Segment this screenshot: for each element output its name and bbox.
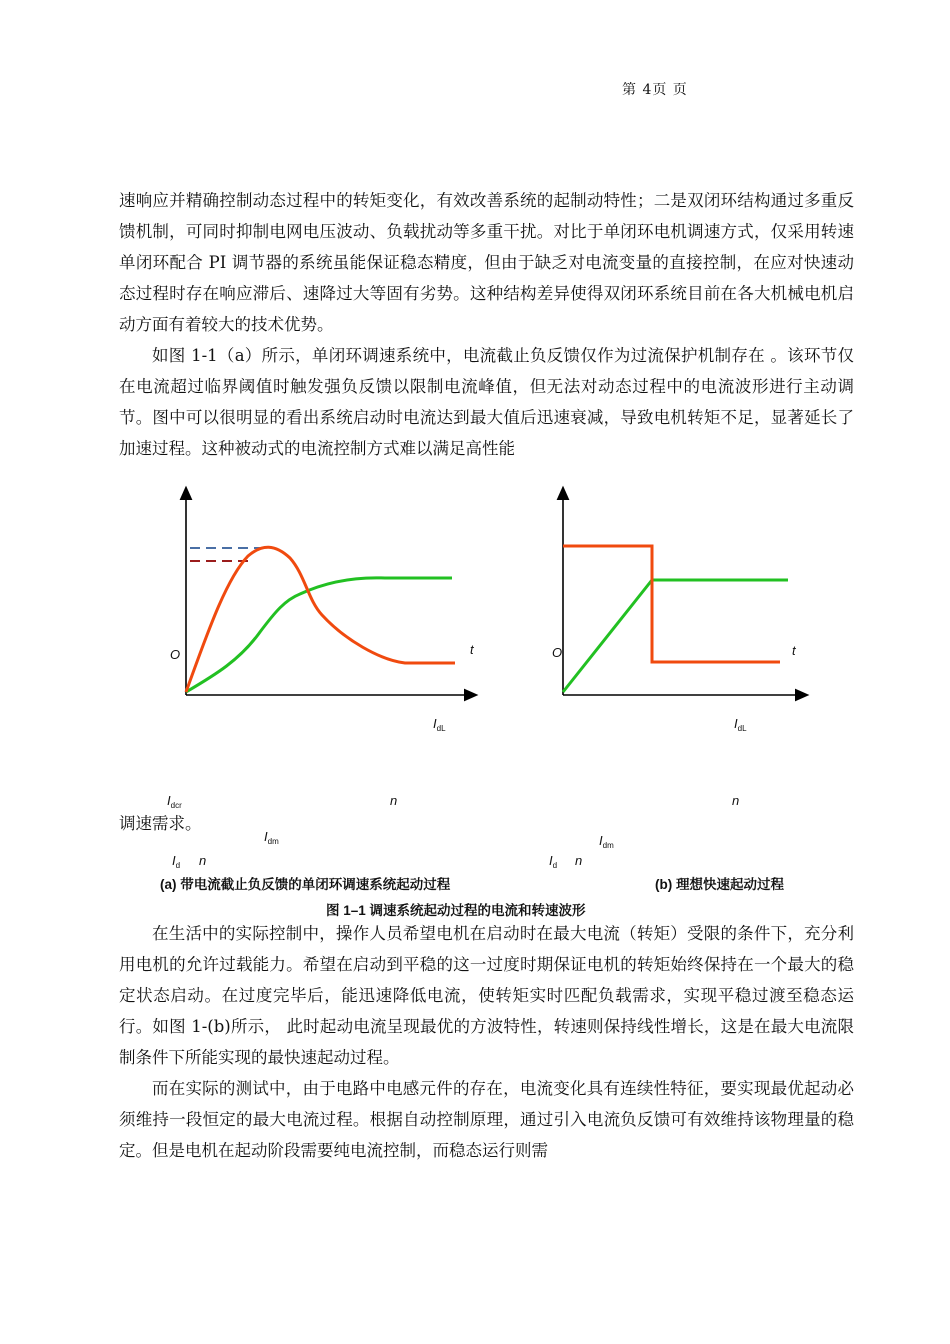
- orphan-line: 调速需求。: [119, 814, 202, 833]
- right-n-label: n: [732, 793, 740, 808]
- left-n-label: n: [390, 793, 398, 808]
- left-origin-label: O: [170, 647, 181, 662]
- left-current-curve: [186, 547, 455, 692]
- paragraph: 而在实际的测试中，由于电路中电感元件的存在，电流变化具有连续性特征，要实现最优起动必须维持一段恒定的最大电流过程。根据自动控制原理，通过引入电流负反馈可有效维持该物理量的稳定。但是电机在起动阶段需要纯电流控制，而稳态运行则需: [119, 1079, 854, 1160]
- body-text-bottom: [119, 918, 854, 1166]
- right-speed-curve: [563, 580, 788, 692]
- right-id-label: $I_d$: [549, 853, 558, 870]
- left-idl-label: $I_{dL}$: [433, 716, 446, 733]
- subcaption-a: (a) 带电流截止负反馈的单闭环调速系统起动过程: [160, 877, 451, 892]
- page-number: 第 4页 页: [622, 82, 688, 98]
- right-idl-label: $I_{dL}$: [734, 716, 747, 733]
- left-n-bottom-label: n: [199, 853, 207, 868]
- paragraph: 如图 1-1（a）所示，单闭环调速系统中，电流截止负反馈仅作为过流保护机制存在 。该环节仅在电流超过临界阈值时触发强负反馈以限制电流峰值，但无法对动态过程中的电流波形进行主动调节。图中可以很明显的看出系统启动时电流达到最大值后迅速衰减，导致电机转矩不足，显著延长了加速过程。这种被动式的电流控制方式难以满足高性能: [119, 346, 854, 458]
- paragraph: 速响应并精确控制动态过程中的转矩变化，有效改善系统的起制动特性；二是双闭环结构通过多重反馈机制，可同时抑制电网电压波动、负载扰动等多重干扰。对比于单闭环电机调速方式，仅采用转速单闭环配合 PI 调节器的系统虽能保证稳态精度，但由于缺乏对电流变量的直接控制，在应对快速动态过程时存在响应滞后、速降过大等固有劣势。这种结构差异使得双闭环系统目前在各大机械电机启动方面有着较大的技术优势。: [119, 191, 854, 334]
- left-id-label: $I_d$: [172, 853, 181, 870]
- left-idcr-label: $I_{dcr}$: [167, 793, 182, 810]
- left-t-label: t: [470, 642, 474, 657]
- paragraph: 在生活中的实际控制中，操作人员希望电机在启动时在最大电流（转矩）受限的条件下，充分利用电机的允许过载能力。希望在启动到平稳的这一过度时期保证电机的转矩始终保持在一个最大的稳定状态启动。在过度完毕后，能迅速降低电流，使转矩实时匹配负载需求，实现平稳过渡至稳态运行。如图 1-(b)所示， 此时起动电流呈现最优的方波特性，转速则保持线性增长，这是在最大电流限制条件下所能实现的最快速起动过程。: [119, 924, 854, 1067]
- left-speed-curve: [186, 578, 452, 692]
- left-idm-label: $I_{dm}$: [264, 829, 279, 846]
- right-t-label: t: [792, 643, 796, 658]
- right-n-bottom-label: n: [575, 853, 583, 868]
- right-origin-label: O: [552, 645, 563, 660]
- subcaption-b: (b) 理想快速起动过程: [655, 877, 784, 892]
- right-current-curve: [563, 546, 780, 662]
- figure-caption: 图 1–1 调速系统起动过程的电流和转速波形: [326, 903, 586, 918]
- right-idm-label: $I_{dm}$: [599, 833, 614, 850]
